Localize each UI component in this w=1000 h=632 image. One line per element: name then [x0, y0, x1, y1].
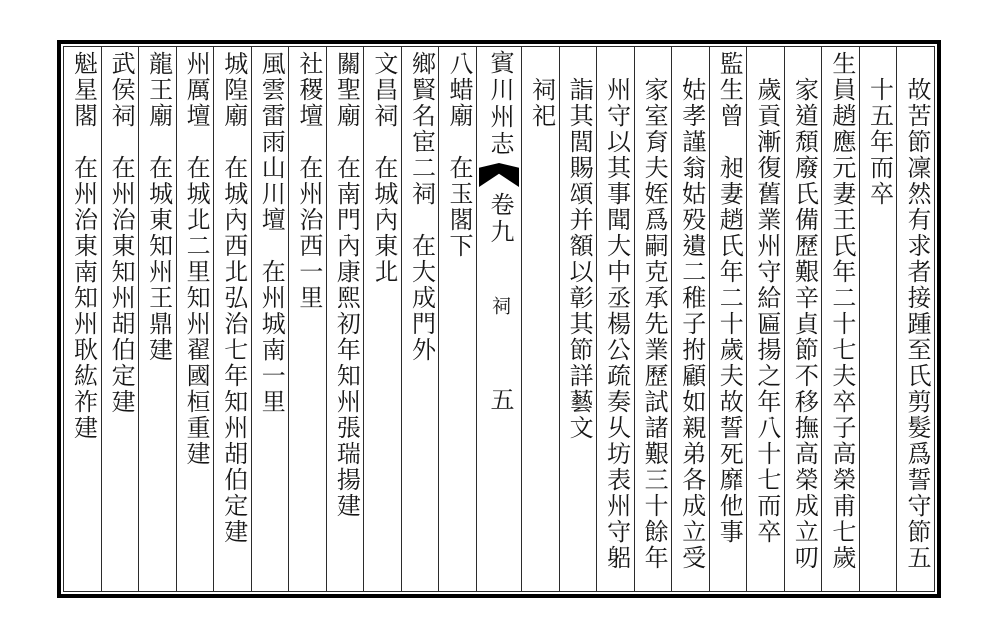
shrine-name: 關聖廟 — [332, 51, 359, 129]
text-column — [634, 47, 672, 591]
text-column — [596, 47, 634, 591]
spine-column — [476, 47, 522, 591]
shrine-entry-column — [288, 47, 326, 591]
shrine-name: 州厲壇 — [182, 51, 209, 129]
shrine-location: 在城內西北弘治七年知州胡伯定建 — [219, 155, 246, 545]
shrine-location: 在州城南一里 — [257, 259, 284, 415]
column-text: 家室育夫姪爲嗣克承先業歷試諸艱三十餘年 — [640, 77, 667, 571]
column-text: 監生曾 昶妻趙氏年二十歲夫故誓死靡他事 — [715, 51, 742, 545]
text-column — [746, 47, 784, 591]
left-page — [64, 47, 476, 591]
shrine-location: 在城北二里知州翟國桓重建 — [182, 155, 209, 467]
shrine-name: 武侯祠 — [107, 51, 134, 129]
shrine-location: 在玉閣下 — [445, 155, 471, 259]
shrine-name: 文昌祠 — [369, 51, 396, 129]
shrine-entry-column — [401, 47, 439, 591]
shrine-name: 龍王廟 — [144, 51, 171, 129]
shrine-location: 在州治東南知州耿紘祚建 — [69, 155, 96, 441]
column-text: 姑孝謹翁姑殁遺二稚子拊顧如親弟各成立受 — [677, 77, 704, 571]
shrine-entry-column — [213, 47, 251, 591]
shrine-location: 在南門內康熙初年知州張瑞揚建 — [332, 155, 359, 519]
column-text: 故苦節凜然有求者接踵至氏剪髮爲誓守節五 — [903, 77, 929, 571]
shrine-entry-column — [138, 47, 176, 591]
shrine-location: 在州治東知州胡伯定建 — [107, 155, 134, 415]
shrine-location: 在州治西一里 — [294, 155, 321, 311]
shrine-location: 在城內東北 — [369, 155, 396, 285]
shrine-name: 城隍廟 — [219, 51, 246, 129]
shrine-name: 風雲雷雨山川壇 — [257, 51, 284, 233]
shrine-name: 鄉賢名宦二祠 — [407, 51, 434, 207]
section-header-column — [522, 47, 559, 591]
text-column — [859, 47, 897, 591]
shrine-location: 在大成門外 — [407, 233, 434, 363]
text-column — [671, 47, 709, 591]
section-title: 祠祀 — [527, 77, 554, 129]
column-text: 歲貢漸復舊業州守給匾揚之年八十七而卒 — [752, 77, 779, 545]
inner-border — [63, 46, 935, 592]
page-number: 五 — [486, 387, 512, 414]
shrine-entry-column — [326, 47, 364, 591]
shrine-location: 在城東知州王鼎建 — [144, 155, 171, 363]
shrine-name: 社稷壇 — [294, 51, 321, 129]
column-text: 州守以其事聞大中丞楊公疏奏乆坊表州守躳 — [602, 77, 629, 571]
column-text: 家道頹廢氏備歷艱辛貞節不移撫高榮成立叨 — [790, 77, 817, 571]
section-label: 祠 — [489, 296, 510, 315]
shrine-entry-column — [101, 47, 139, 591]
column-text: 十五年而卒 — [865, 77, 892, 207]
shrine-name: 魁星閣 — [69, 51, 96, 129]
text-column — [784, 47, 822, 591]
page-frame — [57, 40, 941, 598]
shrine-entry-column — [64, 47, 101, 591]
text-column — [821, 47, 859, 591]
column-text: 詣其閭賜頌并額以彰其節詳藝文 — [565, 77, 592, 441]
text-column — [559, 47, 597, 591]
fishtail-ornament-icon — [479, 163, 519, 187]
text-column — [896, 47, 934, 591]
shrine-name: 八蜡廟 — [445, 51, 471, 129]
book-title: 賓川州志 — [486, 50, 512, 158]
shrine-entry-column — [438, 47, 476, 591]
text-column — [709, 47, 747, 591]
shrine-entry-column — [251, 47, 289, 591]
shrine-entry-column — [176, 47, 214, 591]
columns-container — [64, 47, 934, 591]
volume-label: 卷九 — [486, 192, 512, 246]
right-page — [522, 47, 934, 591]
column-text: 生員趙應元妻王氏年二十七夫卒子高榮甫七歲 — [827, 51, 854, 571]
shrine-entry-column — [363, 47, 401, 591]
